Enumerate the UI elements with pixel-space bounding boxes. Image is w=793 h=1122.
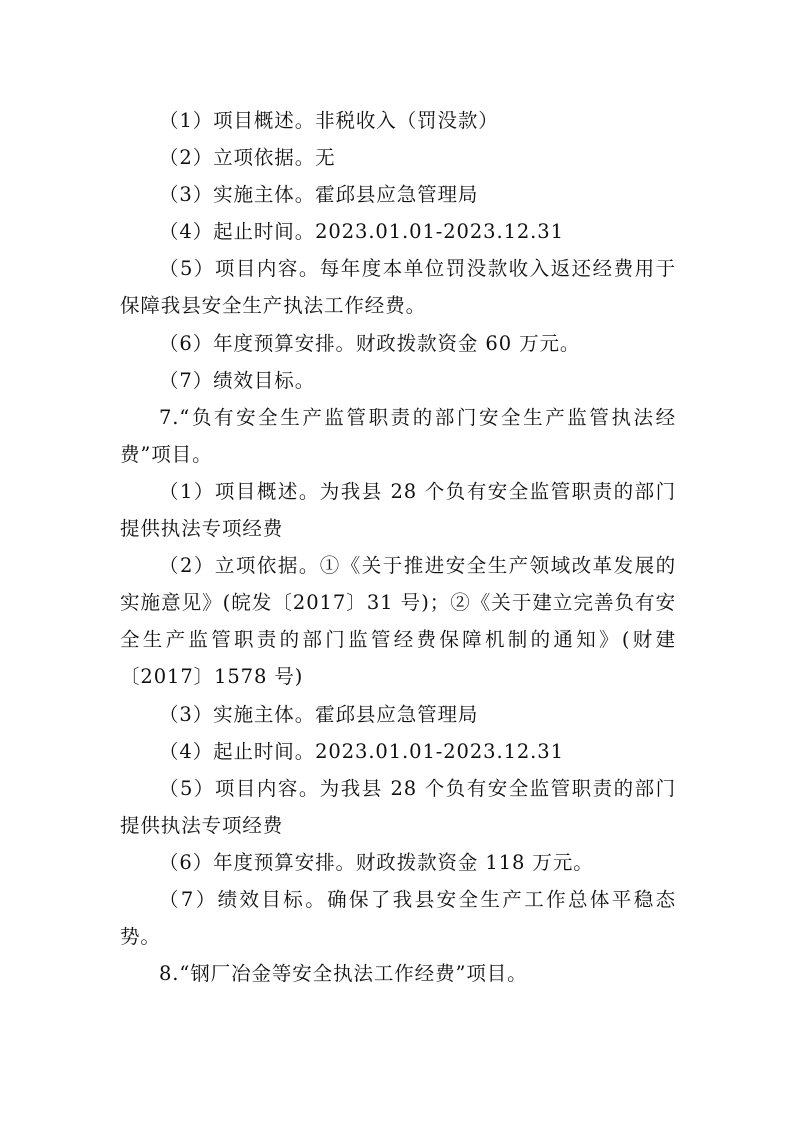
paragraph: （5）项目内容。每年度本单位罚没款收入返还经费用于保障我县安全生产执法工作经费。 — [120, 257, 676, 318]
paragraph: （3）实施主体。霍邱县应急管理局 — [159, 702, 479, 726]
paragraph: （4）起止时间。2023.01.01-2023.12.31 — [159, 739, 564, 763]
section-heading: 8.“钢厂冶金等安全执法工作经费”项目。 — [159, 962, 528, 986]
paragraph: （7）绩效目标。确保了我县安全生产工作总体平稳态势。 — [120, 887, 676, 949]
paragraph: （2）立项依据。无 — [159, 146, 336, 170]
document-body — [120, 102, 676, 992]
paragraph: （2）立项依据。①《关于推进安全生产领域改革发展的实施意见》(皖发〔2017〕31 号)；②《关于建立完善负有安全生产监管职责的部门监管经费保障机制的通知》(财建〔2017〕1578 号) — [120, 554, 676, 689]
paragraph: （7）绩效目标。 — [159, 368, 316, 392]
paragraph: （5）项目内容。为我县 28 个负有安全监管职责的部门提供执法专项经费 — [120, 776, 676, 837]
paragraph: （1）项目概述。为我县 28 个负有安全监管职责的部门提供执法专项经费 — [120, 479, 676, 541]
paragraph: （6）年度预算安排。财政拨款资金 118 万元。 — [159, 850, 594, 874]
section-heading: 7.“负有安全生产监管职责的部门安全生产监管执法经费”项目。 — [120, 405, 676, 466]
paragraph: （6）年度预算安排。财政拨款资金 60 万元。 — [159, 331, 581, 355]
paragraph: （4）起止时间。2023.01.01-2023.12.31 — [159, 220, 564, 244]
paragraph: （3）实施主体。霍邱县应急管理局 — [159, 183, 479, 207]
paragraph: （1）项目概述。非税收入（罚没款） — [159, 109, 499, 132]
